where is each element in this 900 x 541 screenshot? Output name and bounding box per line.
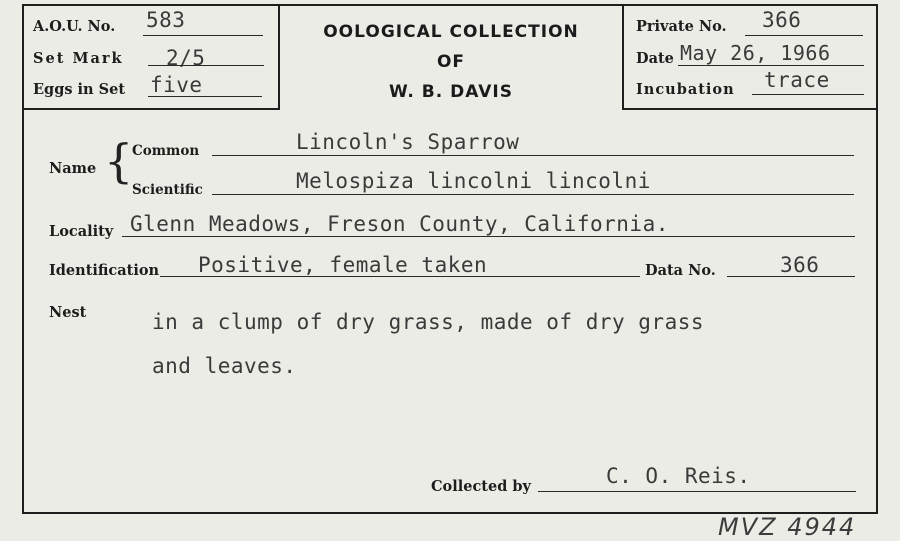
data-no-line: [727, 276, 855, 277]
incubation-label: Incubation: [636, 81, 735, 98]
identification-line: [160, 276, 640, 277]
nest-label: Nest: [49, 304, 87, 321]
incubation-line: [752, 94, 864, 95]
data-no-label: Data No.: [645, 262, 716, 279]
aou-label: A.O.U. No.: [33, 18, 116, 35]
aou-line: [143, 35, 263, 36]
private-value: 366: [762, 8, 802, 32]
incubation-value: trace: [764, 68, 830, 92]
identification-value: Positive, female taken: [198, 253, 488, 277]
collection-of: OF: [436, 52, 466, 72]
eggs-line: [148, 96, 262, 97]
scientific-label: Scientific: [132, 182, 203, 198]
private-line: [745, 35, 863, 36]
locality-line: [122, 236, 855, 237]
collector-name: W. B. DAVIS: [389, 82, 513, 102]
common-line: [212, 155, 854, 156]
set-mark-line: [148, 65, 264, 66]
identification-label: Identification: [49, 262, 160, 279]
set-mark-label: Set Mark: [33, 50, 124, 67]
catalog-number: MVZ 4944: [718, 513, 857, 541]
common-name-value: Lincoln's Sparrow: [296, 130, 520, 154]
eggs-value: five: [150, 73, 203, 97]
date-label: Date: [636, 50, 674, 67]
date-value: May 26, 1966: [680, 41, 831, 65]
set-mark-value: 2/5: [166, 46, 206, 70]
collected-by-label: Collected by: [431, 478, 531, 495]
data-no-value: 366: [780, 253, 820, 277]
nest-text-line2: and leaves.: [152, 354, 297, 378]
date-line: [678, 65, 864, 66]
collection-title: OOLOGICAL COLLECTION: [323, 22, 579, 42]
nest-text-line1: in a clump of dry grass, made of dry grass: [152, 310, 705, 334]
scientific-name-value: Melospiza lincolni lincolni: [296, 169, 651, 193]
scientific-line: [212, 194, 854, 195]
name-brace: {: [104, 134, 134, 188]
eggs-label: Eggs in Set: [33, 81, 126, 98]
private-label: Private No.: [636, 18, 727, 35]
locality-value: Glenn Meadows, Freson County, California.: [130, 212, 669, 236]
aou-value: 583: [146, 8, 186, 32]
collected-by-line: [538, 491, 856, 492]
locality-label: Locality: [49, 223, 114, 240]
common-label: Common: [132, 143, 200, 159]
collector-value: C. O. Reis.: [606, 464, 751, 488]
name-label: Name: [49, 160, 97, 177]
